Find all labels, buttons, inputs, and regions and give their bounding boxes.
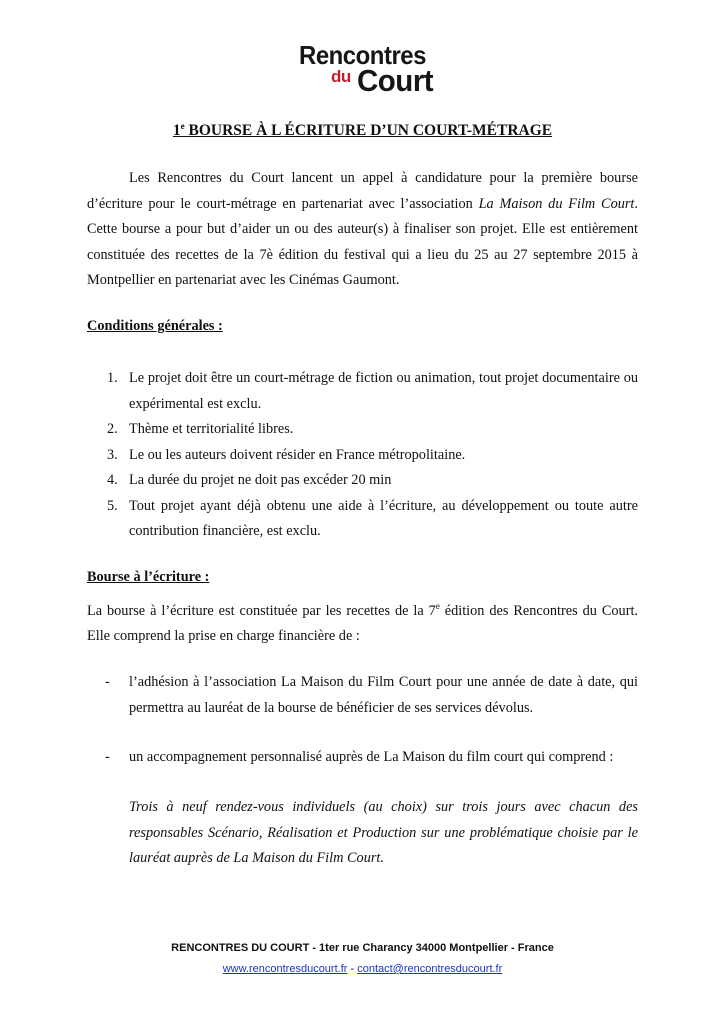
condition-number: 3. bbox=[107, 446, 118, 463]
title-ordinal-sup: e bbox=[180, 121, 185, 131]
festival-logo bbox=[0, 40, 725, 102]
title-ordinal: 1 bbox=[172, 122, 181, 140]
bourse-heading: Bourse à l’écriture : bbox=[87, 569, 210, 585]
condition-number: 4. bbox=[107, 472, 118, 488]
footer-links bbox=[0, 963, 725, 975]
intro-text-end: . Cette bourse a pour but d’aider un ou des auteur(s) à finaliser son projet. Elle est entièrement constituée des recettes de la 7è édition du festival qui a lieu du 25 au 27 septembre 2015 à Montpellier en partenariat avec les Cinémas Gaumont. bbox=[87, 195, 638, 288]
bourse-text-start: La bourse à l’écriture est constituée par les recettes de la 7 bbox=[87, 602, 436, 619]
footer-separator: - bbox=[347, 963, 358, 975]
condition-item bbox=[87, 494, 638, 545]
condition-text: Le ou les auteurs doivent résider en France métropolitaine. bbox=[129, 446, 466, 463]
bourse-item-text: l’adhésion à l’association La Maison du Film Court pour une année de date à date, qui permettra au lauréat de la bourse de bénéficier de ses services dévolus. bbox=[129, 674, 638, 716]
dash-bullet: - bbox=[105, 674, 110, 690]
logo-word-rencontres: Rencontres bbox=[299, 40, 427, 70]
intro-text-start: Les Rencontres du Court lancent un appel à candidature pour la première bourse d’écriture pour le court-métrage en partenariat avec l’association bbox=[87, 170, 638, 212]
intro-association-name: La Maison du Film Court bbox=[478, 195, 635, 212]
condition-number: 1. bbox=[107, 370, 118, 386]
document-title bbox=[0, 121, 725, 140]
condition-item bbox=[87, 468, 638, 494]
support-details-note: Trois à neuf rendez-vous individuels (au choix) sur trois jours avec chacun des responsables Scénario, Réalisation et Production sur une problématique choisie par le lauréat auprès de La Maison du Film Court. bbox=[129, 799, 638, 866]
condition-item bbox=[87, 417, 638, 443]
title-text: BOURSE À L ÉCRITURE D’UN COURT-MÉTRAGE bbox=[184, 122, 553, 140]
conditions-list bbox=[87, 366, 638, 545]
condition-number: 2. bbox=[107, 421, 118, 437]
bourse-text-end: édition des Rencontres du Court. Elle comprend la prise en charge financière de : bbox=[87, 602, 639, 645]
conditions-heading: Conditions générales : bbox=[87, 318, 223, 334]
footer-address: RENCONTRES DU COURT - 1ter rue Charancy 34000 Montpellier - France bbox=[171, 942, 554, 954]
condition-number: 5. bbox=[107, 497, 118, 514]
bourse-ordinal-sup: e bbox=[435, 601, 440, 611]
email-link[interactable]: contact@rencontresducourt.fr bbox=[357, 963, 503, 975]
condition-text: La durée du projet ne doit pas excéder 20 min bbox=[129, 472, 392, 488]
logo-word-court: Court bbox=[357, 63, 434, 98]
logo-word-du: du bbox=[331, 67, 351, 86]
website-link[interactable]: www.rencontresducourt.fr bbox=[222, 963, 348, 975]
bourse-item-membership bbox=[87, 670, 638, 721]
bourse-item-support bbox=[87, 745, 638, 771]
condition-item bbox=[87, 366, 638, 417]
condition-text: Tout projet ayant déjà obtenu une aide à l’écriture, au développement ou toute autre contribution financière, est exclu. bbox=[129, 497, 638, 539]
intro-paragraph bbox=[87, 166, 638, 294]
bourse-paragraph bbox=[87, 594, 638, 650]
condition-item bbox=[87, 443, 638, 469]
condition-text: Le projet doit être un court-métrage de fiction ou animation, tout projet documentaire ou expérimental est exclu. bbox=[129, 370, 638, 412]
bourse-item-text: un accompagnement personnalisé auprès de La Maison du film court qui comprend : bbox=[129, 749, 614, 765]
dash-bullet: - bbox=[105, 749, 110, 765]
condition-text: Thème et territorialité libres. bbox=[129, 421, 294, 437]
